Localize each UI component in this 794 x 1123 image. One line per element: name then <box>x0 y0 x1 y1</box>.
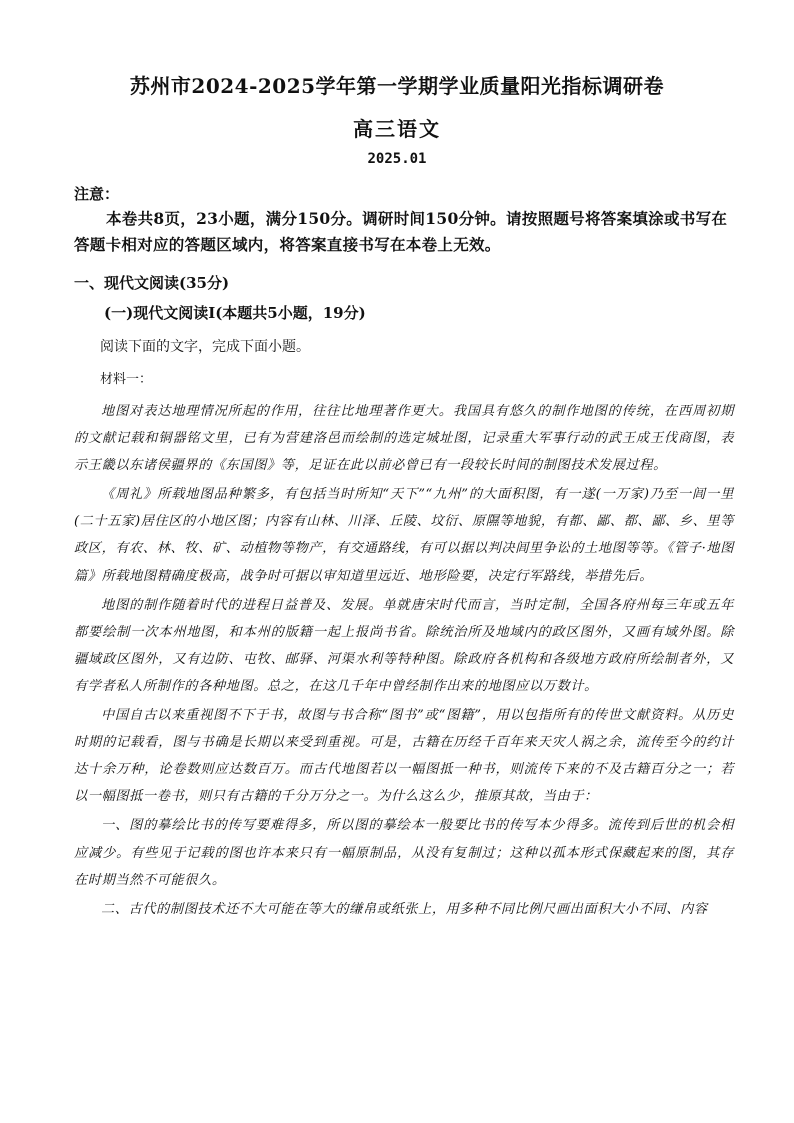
passage-paragraph: 地图对表达地理情况所起的作用，往往比地理著作更大。我国具有悠久的制作地图的传统，在西周初期的文献记载和铜器铭文里，已有为营建洛邑而绘制的选定城址图，记录重大军事行动的武王成王伐商图，表示王畿以东诸侯疆界的《东国图》等，足证在此以前必曾已有一段较长时间的制图技术发展过程。 <box>74 404 734 474</box>
exam-subject: 高三语文 <box>353 117 441 141</box>
passage-paragraph: 一、图的摹绘比书的传写要难得多，所以图的摹绘本一般要比书的传写本少得多。流传到后世的机会相应减少。有些见于记载的图也许本来只有一幅原制品，从没有复制过；这种以孤本形式保藏起来的图，其存在时期当然不可能很久。 <box>74 818 734 888</box>
passage-paragraph: 二、古代的制图技术还不大可能在等大的缣帛或纸张上，用多种不同比例尺画出面积大小不同、内容 <box>101 901 708 917</box>
section-title: 一、现代文阅读(35分) <box>74 274 230 292</box>
notice-label: 注意： <box>74 185 120 203</box>
exam-title: 苏州市2024-2025学年第一学期学业质量阳光指标调研卷 <box>129 74 665 98</box>
material-label: 材料一： <box>100 372 153 387</box>
passage-paragraph: 中国自古以来重视图不下于书，故图与书合称“图书”或“图籍”，用以包指所有的传世文献资料。从历史时期的记载看，图与书确是长期以来受到重视。可是，古籍在历经千百年来天灾人祸之余，流传至今的约计达十余万种，论卷数则应达数百万。而古代地图若以一幅图抵一种书，则流传下来的不及古籍百分之一；若以一幅图抵一卷书，则只有古籍的千分万分之一。为什么这么少，推原其故，当由于： <box>74 708 734 805</box>
passage-paragraph: 《周礼》所载地图品种繁多，有包括当时所知“天下”“九州”的大面积图，有一遂(一万家)乃至一闾一里(二十五家)居住区的小地区图；内容有山林、川泽、丘陵、坟衍、原隰等地貌，有都、鄙、都、鄙、乡、里等政区，有农、林、牧、矿、动植物等物产，有交通路线，有可以据以判决闾里争讼的土地图等等。《管子·地图篇》所载地图精确度极高，战争时可据以审知道里远近、地形险要，决定行军路线，举措先后。 <box>74 487 734 584</box>
exam-date: 2025.01 <box>367 151 427 167</box>
subsection-title: (一)现代文阅读Ⅰ(本题共5小题，19分) <box>104 304 366 322</box>
passage-body <box>74 398 734 925</box>
notice-text: 本卷共8页，23小题，满分150分。调研时间150分钟。请按照题号将答案填涂或书写在答题卡相对应的答题区域内，将答案直接书写在本卷上无效。 <box>74 209 728 254</box>
reading-instruction: 阅读下面的文字，完成下面小题。 <box>100 339 310 355</box>
passage-paragraph: 地图的制作随着时代的进程日益普及、发展。单就唐宋时代而言，当时定制，全国各府州每三年或五年都要绘制一次本州地图，和本州的版籍一起上报尚书省。除统治所及地域内的政区图外，又画有域外图。除疆域政区图外，又有边防、屯牧、邮驿、河渠水利等特种图。除政府各机构和各级地方政府所绘制者外，又有学者私人所制作的各种地图。总之，在这几千年中曾经制作出来的地图应以万数计。 <box>74 597 734 694</box>
